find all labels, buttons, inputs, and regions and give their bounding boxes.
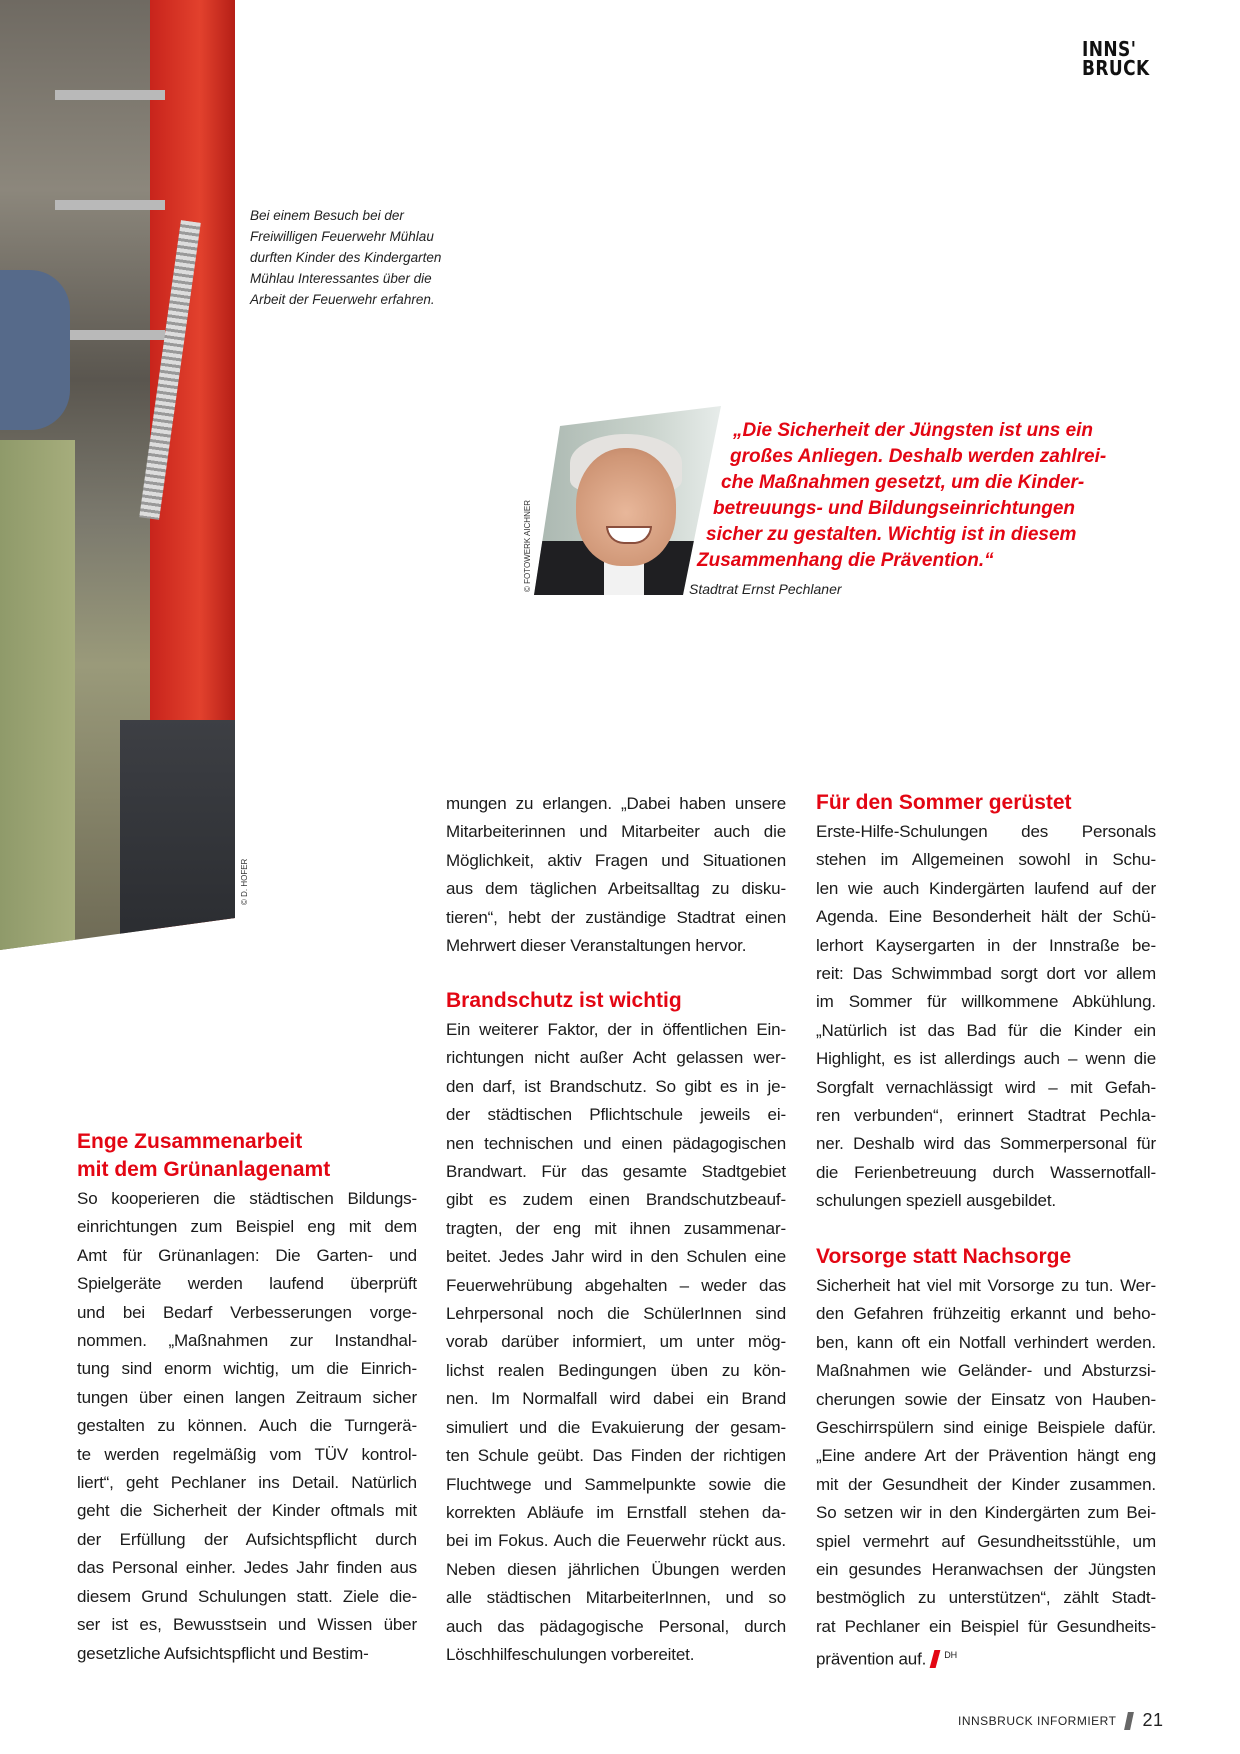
text-line-content: ser ist es, Bewusstsein und Wissen über: [77, 1615, 417, 1635]
text-line: [816, 1414, 1156, 1442]
text-line-content: Spielgeräte werden laufend überprüft: [77, 1274, 417, 1294]
page-footer: [958, 1710, 1163, 1731]
text-line-content: lerhort Kaysergarten in der Innstraße be-: [816, 935, 1156, 955]
text-line-content: auch das pädagogische Personal, durch: [446, 1616, 786, 1636]
text-line-content: lichst realen Bedingungen üben zu kön-: [446, 1360, 786, 1380]
text-line: [77, 1441, 417, 1469]
text-line: [816, 1584, 1156, 1612]
quote-line: „Die Sicherheit der Jüngsten ist uns ein: [733, 420, 1094, 441]
text-line-content: der städtischen Pflichtschule jeweils ei-: [446, 1105, 786, 1125]
caption-line: durften Kinder des Kindergarten: [250, 250, 442, 265]
end-mark-icon: [930, 1650, 941, 1668]
text-line: [446, 1044, 786, 1072]
text-line-content: tung sind enorm wichtig, um die Einrich-: [77, 1359, 417, 1379]
text-line: [446, 847, 786, 875]
text-line: [77, 1242, 417, 1270]
text-line: [446, 1186, 786, 1214]
column-3-body-1: [816, 818, 1156, 1216]
text-line: [816, 1471, 1156, 1499]
text-line-content: Agenda. Eine Besonderheit hält der Schü-: [816, 907, 1156, 927]
text-line: [446, 1073, 786, 1101]
text-line: [446, 1385, 786, 1413]
photo-hose: [139, 220, 201, 520]
caption-line: Arbeit der Feuerwehr erfahren.: [250, 292, 435, 307]
text-line-content: schulungen speziell ausgebildet.: [816, 1191, 1056, 1211]
text-line: [816, 1017, 1156, 1045]
text-line: [816, 1386, 1156, 1414]
text-line: [446, 1243, 786, 1271]
heading-vorsorge: Vorsorge statt Nachsorge: [816, 1245, 1072, 1268]
caption-line: Freiwilligen Feuerwehr Mühlau: [250, 229, 434, 244]
heading-enge-zusammenarbeit: [77, 1128, 330, 1184]
text-line: [816, 1074, 1156, 1102]
text-line-content: ner. Deshalb wird das Sommerpersonal für: [816, 1134, 1156, 1154]
text-line-content: bei im Fokus. Auch die Feuerwehr rückt aus.: [446, 1531, 786, 1551]
text-line-content: aus dem täglichen Arbeitsalltag zu disku-: [446, 879, 786, 899]
text-line: [816, 875, 1156, 903]
photo-shelf: [55, 330, 165, 340]
heading-sommer: Für den Sommer gerüstet: [816, 791, 1072, 814]
text-line: [446, 818, 786, 846]
text-line: [816, 1329, 1156, 1357]
text-line-content: das Personal einher. Jedes Jahr finden aus: [77, 1558, 417, 1578]
quote-line: che Maßnahmen gesetzt, um die Kinder-: [721, 472, 1085, 493]
text-line-content: diesem Grund Schulungen statt. Ziele die-: [77, 1586, 417, 1606]
text-line: [816, 818, 1156, 846]
logo-line-1: INNS': [1082, 37, 1137, 61]
innsbruck-logo: [1082, 37, 1162, 80]
text-line-content: Fluchtwege und Sammelpunkte sowie die: [446, 1474, 786, 1494]
text-line: [446, 1471, 786, 1499]
text-line-content: mit der Gesundheit der Kinder zusammen.: [816, 1474, 1156, 1494]
text-line-content: gibt es zudem einen Brandschutzbeauf-: [446, 1190, 786, 1210]
column-3-body-2: [816, 1272, 1156, 1674]
text-line-content: und bei Bedarf Verbesserungen vorge-: [77, 1302, 417, 1322]
text-line: [446, 875, 786, 903]
text-line: [446, 1101, 786, 1129]
quote-line: Zusammenhang die Prävention.“: [697, 550, 994, 571]
text-line-content: beitet. Jedes Jahr wird in den Schulen eine: [446, 1247, 786, 1267]
column-1-body: [77, 1185, 417, 1668]
text-line-content: vorab darüber informiert, um unter mög-: [446, 1332, 786, 1352]
text-line-content: Möglichkeit, aktiv Fragen und Situationen: [446, 850, 786, 870]
text-line-content: einrichtungen zum Beispiel eng mit dem: [77, 1217, 417, 1237]
text-line-content: nen. Im Normalfall wird dabei ein Brand: [446, 1389, 786, 1409]
text-line-content: Feuerwehrübung abgehalten – weder das: [446, 1275, 786, 1295]
text-line: [77, 1526, 417, 1554]
text-line: [446, 1272, 786, 1300]
text-line-content: die Ferienbetreuung durch Wassernotfall-: [816, 1162, 1156, 1182]
text-line-content: Ein weiterer Faktor, der in öffentlichen Ein-: [446, 1020, 786, 1039]
text-line: [77, 1213, 417, 1241]
text-line: [816, 1300, 1156, 1328]
text-line-content: So kooperieren die städtischen Bildungs-: [77, 1189, 417, 1208]
text-line: [77, 1554, 417, 1582]
text-line-content: tieren“, hebt der zuständige Stadtrat einen: [446, 907, 786, 927]
text-line-content: Sorgfalt vernachlässigt wird – mit Gefah-: [816, 1077, 1156, 1097]
text-line: [446, 1357, 786, 1385]
text-line-content: bestmöglich zu unterstützen“, zählt Stadt-: [816, 1588, 1156, 1608]
text-line: [816, 1556, 1156, 1584]
heading-line: mit dem Grünanlagenamt: [77, 1158, 331, 1181]
text-line-content: te werden regelmäßig vom TÜV kontrol-: [77, 1444, 417, 1464]
heading-line: Enge Zusammenarbeit: [77, 1130, 303, 1153]
text-line: [446, 1130, 786, 1158]
text-line: [446, 1556, 786, 1584]
text-line-content: alle städtischen MitarbeiterInnen, und so: [446, 1588, 786, 1608]
text-line: [446, 1527, 786, 1555]
fire-truck-photo: [0, 0, 235, 950]
portrait-credit: © FOTOWERK AICHNER: [523, 500, 532, 592]
portrait-face: [576, 448, 676, 566]
text-line-content: Erste-Hilfe-Schulungen des Personals: [816, 822, 1156, 841]
text-line-content: mungen zu erlangen. „Dabei haben unsere: [446, 794, 786, 813]
text-line: [816, 1102, 1156, 1130]
text-line: [816, 1159, 1156, 1187]
text-line: [816, 1442, 1156, 1470]
text-line: [77, 1270, 417, 1298]
text-line: [816, 1641, 1156, 1674]
text-line-content: Neben diesen jährlichen Übungen werden: [446, 1559, 786, 1579]
text-line-content: korrekten Abläufe im Ernstfall stehen da-: [446, 1502, 786, 1522]
quote-line: großes Anliegen. Deshalb werden zahlrei-: [730, 446, 1107, 467]
text-line-content: len wie auch Kindergärten laufend auf der: [816, 878, 1156, 898]
text-line-content: richtungen nicht außer Acht gelassen wer-: [446, 1048, 786, 1068]
photo-shelf: [55, 90, 165, 100]
text-line-content: tungen über einen langen Zeitraum sicher: [77, 1387, 417, 1407]
text-line: [816, 1130, 1156, 1158]
photo-caption: [250, 205, 441, 310]
text-line-content: reit: Das Schwimmbad sorgt dort vor allem: [816, 964, 1156, 984]
text-line-content: geht die Sicherheit der Kinder oftmals mit: [77, 1501, 417, 1521]
column-2-body: [446, 1016, 786, 1669]
text-line: [816, 1045, 1156, 1073]
caption-line: Bei einem Besuch bei der: [250, 208, 404, 223]
text-line-content: Maßnahmen wie Geländer- und Absturzsi-: [816, 1361, 1156, 1381]
text-line: [816, 988, 1156, 1016]
text-line-content: gesetzliche Aufsichtspflicht und Bestim-: [77, 1643, 369, 1663]
text-line: [77, 1412, 417, 1440]
text-line: [816, 1357, 1156, 1385]
text-line: [446, 1613, 786, 1641]
text-line-content: im Sommer für willkommene Abkühlung.: [816, 992, 1156, 1012]
logo-line-2: BRUCK: [1082, 56, 1150, 80]
text-line: [446, 1215, 786, 1243]
text-line: [816, 1272, 1156, 1300]
text-line-content: spiel vermehrt auf Gesundheitsstühle, um: [816, 1531, 1156, 1551]
text-line: [77, 1640, 417, 1668]
text-line: [77, 1355, 417, 1383]
text-line-content: „Eine andere Art der Prävention hängt eng: [816, 1446, 1156, 1466]
photo-person-arm: [0, 270, 70, 430]
text-line: [446, 1442, 786, 1470]
quote-attribution: Stadtrat Ernst Pechlaner: [689, 581, 842, 597]
text-line-content: liert“, geht Pechlaner ins Detail. Natürlich: [77, 1473, 417, 1493]
text-line: [77, 1299, 417, 1327]
photo-truck-bumper: [120, 720, 235, 950]
text-line-content: den Gefahren frühzeitig erkannt und beho-: [816, 1304, 1156, 1324]
text-line-content: So setzen wir in den Kindergärten zum Bei-: [816, 1503, 1156, 1523]
caption-line: Mühlau Interessantes über die: [250, 271, 432, 286]
text-line-content: Sicherheit hat viel mit Vorsorge zu tun. Wer-: [816, 1276, 1156, 1295]
slash-icon: [1125, 1712, 1135, 1730]
author-initials: DH: [944, 1650, 957, 1661]
text-line: [446, 1300, 786, 1328]
photo-credit: © D. HOFER: [240, 858, 249, 905]
column-2-intro: [446, 790, 786, 960]
text-line-content: den darf, ist Brandschutz. So gibt es in je-: [446, 1076, 786, 1096]
text-line-content: simuliert und die Evakuierung der gesam-: [446, 1417, 786, 1437]
text-line-content: cherungen sowie der Einsatz von Hauben-: [816, 1389, 1156, 1409]
text-line-content: Lehrpersonal noch die SchülerInnen sind: [446, 1304, 786, 1324]
text-line-content: Amt für Grünanlagen: Die Garten- und: [77, 1245, 417, 1265]
text-line: [446, 904, 786, 932]
text-line: [77, 1384, 417, 1412]
text-line: [77, 1583, 417, 1611]
text-line: [816, 1187, 1156, 1215]
text-line: [446, 932, 786, 960]
text-line: [816, 903, 1156, 931]
text-line: [446, 1584, 786, 1612]
text-line: [446, 1414, 786, 1442]
text-line: [77, 1611, 417, 1639]
text-line-content: tragten, der eng mit ihnen zusammenar-: [446, 1218, 786, 1238]
text-line: [446, 1016, 786, 1044]
publication-name: INNSBRUCK INFORMIERT: [958, 1713, 1117, 1728]
text-line: [446, 790, 786, 818]
text-line: [816, 1528, 1156, 1556]
text-line-content: Highlight, es ist allerdings auch – wenn die: [816, 1049, 1156, 1069]
text-line-content: Mehrwert dieser Veranstaltungen hervor.: [446, 936, 747, 956]
text-line-content: ren verbunden“, erinnert Stadtrat Pechla-: [816, 1106, 1156, 1126]
text-line-content: ein gesundes Heranwachsen der Jüngsten: [816, 1560, 1156, 1580]
text-line: [816, 932, 1156, 960]
text-line-content: Mitarbeiterinnen und Mitarbeiter auch die: [446, 822, 786, 842]
text-line: [816, 1499, 1156, 1527]
text-line-content: rat Pechlaner ein Beispiel für Gesundheits-: [816, 1616, 1156, 1636]
text-line-content: ten Schule geübt. Das Finden der richtigen: [446, 1446, 786, 1466]
text-line: [446, 1499, 786, 1527]
quote-line: sicher zu gestalten. Wichtig ist in diesem: [706, 524, 1077, 545]
text-line-content: Löschhilfeschulungen vorbereitet.: [446, 1644, 695, 1664]
text-line: [77, 1469, 417, 1497]
text-line: [816, 960, 1156, 988]
text-line: [446, 1158, 786, 1186]
text-line: [816, 1613, 1156, 1641]
text-line: [446, 1641, 786, 1669]
photo-person: [0, 440, 75, 950]
quote-line: betreuungs- und Bildungseinrichtungen: [713, 498, 1076, 519]
text-line-content: der Erfüllung der Aufsichtspflicht durch: [77, 1529, 417, 1549]
text-line-content: stehen im Allgemeinen sowohl in Schu-: [816, 850, 1156, 870]
text-line: [77, 1497, 417, 1525]
text-line-content: nen technischen und einen pädagogischen: [446, 1133, 786, 1153]
text-line: [446, 1328, 786, 1356]
text-line-content: Geschirrspülern sind einige Beispiele dafür.: [816, 1418, 1156, 1438]
text-line-content: ben, kann oft ein Notfall verhindert werden.: [816, 1332, 1156, 1352]
text-line: [77, 1327, 417, 1355]
text-line-content: prävention auf.: [816, 1649, 927, 1669]
page-number: 21: [1142, 1710, 1164, 1730]
text-line-content: gestalten zu können. Auch die Turngerä-: [77, 1416, 417, 1436]
text-line: [816, 846, 1156, 874]
heading-brandschutz: Brandschutz ist wichtig: [446, 989, 682, 1012]
text-line-content: „Natürlich ist das Bad für die Kinder ein: [816, 1020, 1156, 1040]
text-line: [77, 1185, 417, 1213]
text-line-content: nommen. „Maßnahmen zur Instandhal-: [77, 1331, 417, 1351]
portrait-photo: [534, 406, 721, 595]
photo-shelf: [55, 200, 165, 210]
text-line-content: Brandwart. Für das gesamte Stadtgebiet: [446, 1162, 786, 1182]
